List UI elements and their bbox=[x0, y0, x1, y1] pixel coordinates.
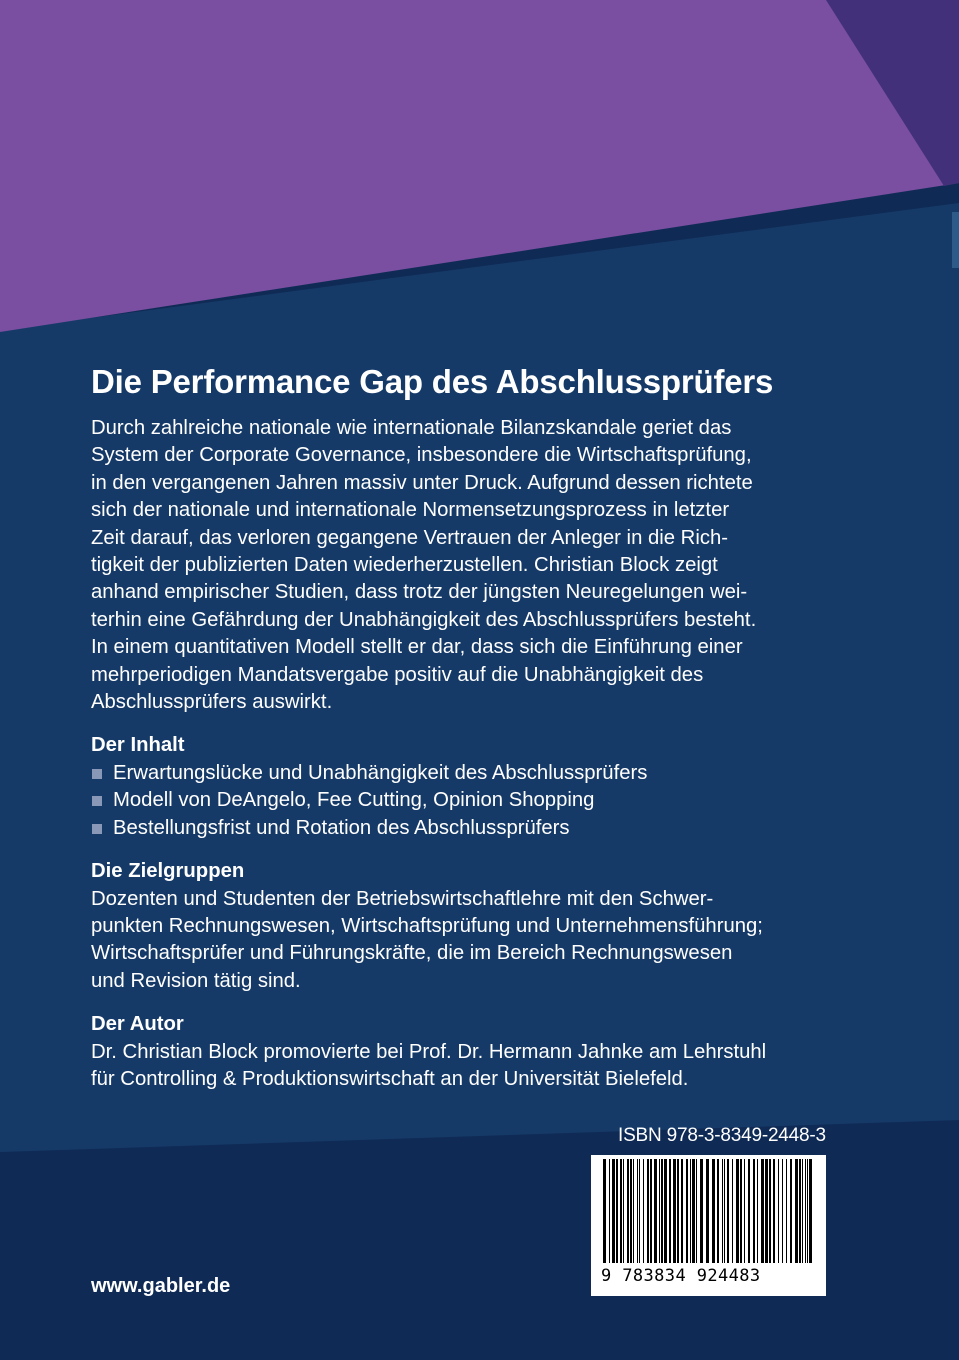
barcode-bar bbox=[669, 1159, 671, 1263]
barcode-bar bbox=[664, 1159, 667, 1263]
barcode-bar bbox=[732, 1159, 733, 1263]
barcode-bar bbox=[706, 1159, 709, 1263]
barcode-bar bbox=[627, 1159, 629, 1263]
barcode-bar bbox=[612, 1159, 615, 1263]
barcode-bar bbox=[778, 1159, 779, 1263]
inhalt-heading: Der Inhalt bbox=[91, 734, 185, 757]
barcode-bar bbox=[681, 1159, 683, 1263]
barcode-bar bbox=[659, 1159, 660, 1263]
zielgruppen-text: Dozenten und Studenten der Betriebswirtschaftlehre mit den Schwer- punkten Rechnungswesen, Wirtschaftsprüfung und Unternehmensführung; Wirtschaftsprüfer und Führungskräfte, die im Bereich Rechnungswesen und Revision tätig sind. bbox=[91, 887, 763, 992]
barcode-bar bbox=[722, 1159, 723, 1263]
book-description: Durch zahlreiche nationale wie internationale Bilanzskandale geriet das System der Corporate Governance, insbesondere die Wirtschaftsprüfung, in den vergangenen Jahren massiv unter Druck. Aufgrund dessen richtete sich der nationale und internationale Normensetzungsprozess in letzter Zeit darauf, das verloren gegangene Vertrauen der Anleger in die Rich- tigkeit der publizierten Daten wiederherzustellen. Christian Block zeigt anhand empirischer Studien, dass trotz der jüngsten Neuregelungen wei- terhin eine Gefährdung der Unabhängigkeit des Abschlussprüfers besteht. In einem quantitativen Modell stellt er dar, dass sich die Einführung einer mehrperiodigen Mandatsvergabe positiv auf die Unabhängigkeit des Abschlussprüfers auswirkt. bbox=[91, 417, 757, 714]
barcode-bar bbox=[807, 1159, 808, 1263]
barcode-bar bbox=[603, 1159, 606, 1263]
edge-accent-strip bbox=[952, 212, 959, 268]
barcode-bar bbox=[637, 1159, 638, 1263]
barcode-bar bbox=[661, 1159, 663, 1263]
inhalt-list bbox=[91, 760, 871, 842]
zielgruppen-section bbox=[91, 858, 871, 995]
barcode-bar bbox=[696, 1159, 697, 1263]
book-title: Die Performance Gap des Abschlussprüfers bbox=[91, 363, 774, 400]
barcode-bar bbox=[643, 1159, 644, 1263]
barcode-bar bbox=[799, 1159, 801, 1263]
barcode-bar bbox=[748, 1159, 750, 1263]
barcode-bar bbox=[690, 1159, 691, 1263]
barcode-bar bbox=[744, 1159, 745, 1263]
autor-heading: Der Autor bbox=[91, 1013, 184, 1036]
barcode-bar bbox=[700, 1159, 703, 1263]
barcode-bar bbox=[805, 1159, 806, 1263]
barcode-bar bbox=[623, 1159, 624, 1263]
barcode-bar bbox=[761, 1159, 764, 1263]
barcode-digits: 9 783834 924483 bbox=[601, 1266, 761, 1286]
barcode-bar bbox=[609, 1159, 610, 1263]
barcode-bar bbox=[630, 1159, 632, 1263]
square-bullet-icon bbox=[92, 769, 102, 779]
barcode-bar bbox=[736, 1159, 739, 1263]
barcode-bar bbox=[647, 1159, 649, 1263]
autor-text: Dr. Christian Block promovierte bei Prof. Dr. Hermann Jahnke am Lehrstuhl für Controlling & Produktionswirtschaft an der Universität Bielefeld. bbox=[91, 1040, 767, 1090]
barcode-bar bbox=[740, 1159, 742, 1263]
inhalt-list-item bbox=[91, 815, 871, 842]
barcode-bar bbox=[773, 1159, 775, 1263]
barcode-bar bbox=[802, 1159, 803, 1263]
inhalt-item-text: Modell von DeAngelo, Fee Cutting, Opinion Shopping bbox=[113, 789, 595, 812]
inhalt-list-item bbox=[91, 760, 871, 787]
inhalt-item-text: Bestellungsfrist und Rotation des Abschlussprüfers bbox=[113, 816, 570, 839]
inhalt-item-text: Erwartungslücke und Unabhängigkeit des Abschlussprüfers bbox=[113, 761, 648, 784]
isbn-label: ISBN 978-3-8349-2448-3 bbox=[618, 1125, 826, 1146]
barcode-box bbox=[591, 1155, 826, 1296]
publisher-website: www.gabler.de bbox=[91, 1275, 231, 1297]
barcode-bar bbox=[673, 1159, 676, 1263]
barcode-bar bbox=[712, 1159, 715, 1263]
cover-text-content bbox=[91, 360, 871, 1093]
barcode-icon bbox=[601, 1159, 816, 1265]
barcode-bar bbox=[809, 1159, 812, 1263]
barcode-bar bbox=[692, 1159, 695, 1263]
barcode-bar bbox=[654, 1159, 657, 1263]
barcode-bar bbox=[765, 1159, 768, 1263]
autor-section bbox=[91, 1011, 871, 1093]
barcode-bar bbox=[633, 1159, 634, 1263]
barcode-bar bbox=[616, 1159, 618, 1263]
square-bullet-icon bbox=[92, 824, 102, 834]
inhalt-list-item bbox=[91, 787, 871, 814]
barcode-bar bbox=[677, 1159, 679, 1263]
zielgruppen-heading: Die Zielgruppen bbox=[91, 860, 245, 883]
barcode-bar bbox=[782, 1159, 783, 1263]
barcode-bar bbox=[620, 1159, 622, 1263]
barcode-bar bbox=[724, 1159, 725, 1263]
barcode-bar bbox=[717, 1159, 719, 1263]
barcode-bar bbox=[790, 1159, 792, 1263]
barcode-bar bbox=[757, 1159, 758, 1263]
barcode-bar bbox=[795, 1159, 798, 1263]
barcode-bar bbox=[650, 1159, 652, 1263]
barcode-bar bbox=[753, 1159, 755, 1263]
square-bullet-icon bbox=[92, 796, 102, 806]
barcode-bar bbox=[686, 1159, 688, 1263]
barcode-bar bbox=[786, 1159, 787, 1263]
inhalt-section bbox=[91, 732, 871, 842]
barcode-bar bbox=[769, 1159, 771, 1263]
barcode-bar bbox=[639, 1159, 640, 1263]
barcode-bar bbox=[727, 1159, 729, 1263]
